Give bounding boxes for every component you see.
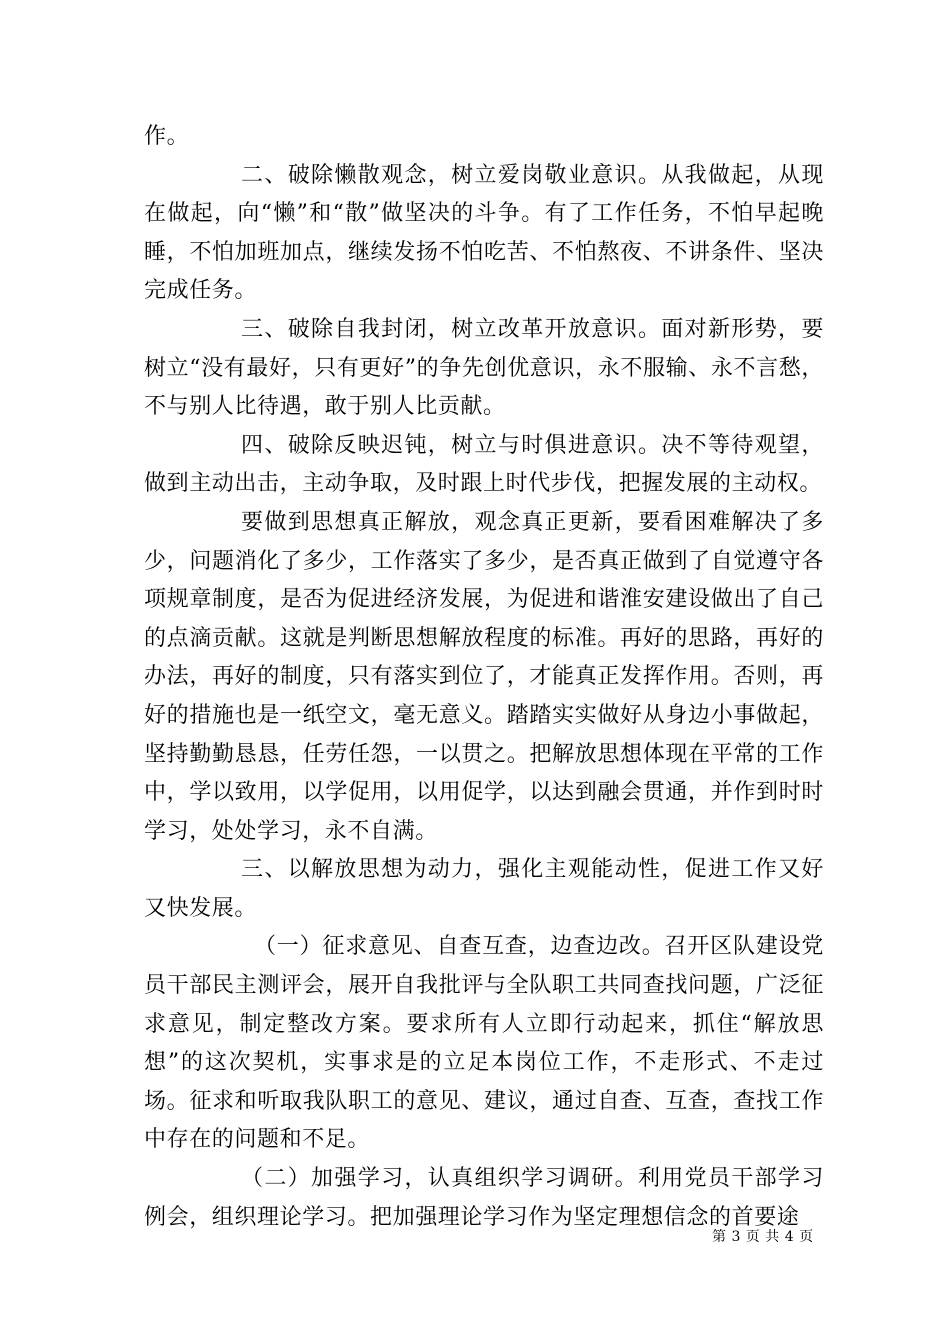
document-body [144,118,824,1237]
paragraph-sub-two: （二）加强学习，认真组织学习调研。利用党员干部学习例会，组织理论学习。把加强理论学习作为坚定理想信念的首要途 [144,1166,824,1230]
paragraph-item-two: 二、破除懒散观念，树立爱岗敬业意识。从我做起，从现在做起，向“懒”和“散”做坚决的斗争。有了工作任务，不怕早起晚睡，不怕加班加点，继续发扬不怕吃苦、不怕熬夜、不讲条件、坚决完成任务。 [144,162,824,304]
paragraph-item-three: 三、破除自我封闭，树立改革开放意识。面对新形势，要树立“没有最好，只有更好”的争先创优意识，永不服输、永不言愁，不与别人比待遇，敢于别人比贡献。 [144,316,824,420]
paragraph-item-four: 四、破除反映迟钝，树立与时俱进意识。决不等待观望，做到主动出击，主动争取，及时跟上时代步伐，把握发展的主动权。 [144,432,824,497]
section-heading-three: 三、以解放思想为动力，强化主观能动性，促进工作又好又快发展。 [144,857,824,921]
paragraph-continuation: 作。 [144,124,190,149]
paragraph-summary: 要做到思想真正解放，观念真正更新，要看困难解决了多少，问题消化了多少，工作落实了多少，是否真正做到了自觉遵守各项规章制度，是否为促进经济发展，为促进和谐淮安建设做出了自己的点滴贡献。这就是判断思想解放程度的标准。再好的思路，再好的办法，再好的制度，只有落实到位了，才能真正发挥作用。否则，再好的措施也是一纸空文，毫无意义。踏踏实实做好从身边小事做起，坚持勤勤恳恳，任劳任怨，一以贯之。把解放思想体现在平常的工作中，学以致用，以学促用，以用促学，以达到融会贯通，并作到时时学习，处处学习，永不自满。 [144,509,824,844]
page-number-footer: 第 3 页 共 4 页 [712,1229,814,1245]
paragraph-sub-one: （一）征求意见、自查互查，边查边改。召开区队建设党员干部民主测评会，展开自我批评与全队职工共同查找问题，广泛征求意见，制定整改方案。要求所有人立即行动起来，抓住“解放思想”的这次契机，实事求是的立足本岗位工作，不走形式、不走过场。征求和听取我队职工的意见、建议，通过自查、互查，查找工作中存在的问题和不足。 [144,934,824,1153]
